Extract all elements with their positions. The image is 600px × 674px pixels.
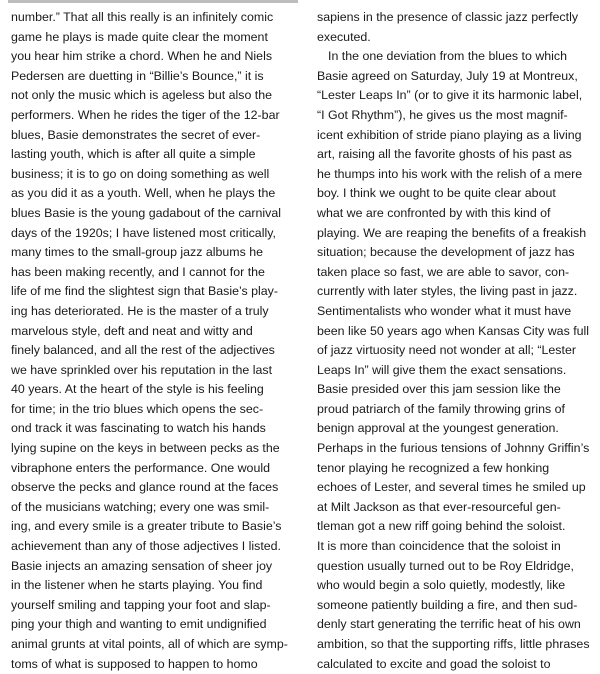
text-line: days of the 1920s; I have listened most critically, (11, 225, 276, 240)
text-line: we have sprinkled over his reputation in the last (11, 362, 273, 377)
text-line: boy. I think we ought to be quite clear about (317, 186, 556, 201)
text-line: who would begin a solo quietly, modestly, like (317, 578, 566, 593)
text-line: as you did it as a youth. Well, when he plays the (11, 186, 276, 201)
text-line: ing has deteriorated. He is the master of a truly (11, 303, 269, 318)
text-line: proud patriarch of the family throwing grins of (317, 401, 565, 416)
text-line: tleman got a new riff going behind the soloist. (317, 519, 566, 534)
text-line: of jazz virtuosity need not wonder at all; “Lester (317, 343, 576, 358)
text-line: in the listener when he starts playing. You find (11, 578, 263, 593)
text-line: has been making recently, and I cannot for the (11, 264, 265, 279)
text-line: he thumps into his work with the relish of a mere (317, 166, 583, 181)
text-line: calculated to excite and goad the soloist to (317, 656, 551, 671)
text-line: yourself smiling and tapping your foot and slap- (11, 597, 271, 612)
text-line: life of me find the slightest sign that Basie’s play- (11, 284, 278, 299)
text-line: tenor playing he recognized a few honking (317, 460, 550, 475)
text-line: business; it is to go on doing something as well (11, 166, 270, 181)
text-line: many times to the small-group jazz albums he (11, 245, 264, 260)
text-line: 40 years. At the heart of the style is his feeling (11, 382, 264, 397)
top-rule (8, 0, 298, 3)
text-line: question usually turned out to be Roy Eldridge, (317, 558, 574, 573)
right-column (317, 8, 597, 674)
text-line: ing, and every smile is a greater tribute to Basie’s (11, 519, 282, 534)
text-line: for time; in the trio blues which opens the sec- (11, 401, 264, 416)
text-line: “I Got Rhythm”), he gives us the most magnif- (317, 107, 568, 122)
text-line: art, raising all the favorite ghosts of his past as (317, 147, 572, 162)
text-line: someone patiently building a fire, and then sud- (317, 597, 578, 612)
text-line: ond track it was fascinating to watch his hands (11, 421, 266, 436)
text-line: you hear him strike a chord. When he and Niels (11, 49, 273, 64)
text-line: achievement than any of those adjectives I listed. (11, 539, 281, 554)
text-line: what we are confronted by with this kind of (317, 205, 551, 220)
text-line: number.” That all this really is an infinitely comic (11, 10, 274, 24)
text-line: denly start generating the terrific heat of his own (317, 617, 581, 632)
text-line: echoes of Lester, and several times he smiled up (317, 480, 586, 495)
text-line: Pedersen are duetting in “Billie’s Bounce,” it is (11, 68, 264, 83)
left-column (11, 8, 293, 674)
text-line: ping your thigh and wanting to emit undignified (11, 617, 267, 632)
text-line: performers. When he rides the tiger of the 12-bar (11, 107, 280, 122)
text-line: Sentimentalists who wonder what it must have (317, 303, 572, 318)
text-line: at Milt Jackson as that ever-resourceful gen- (317, 499, 561, 514)
text-line: game he plays is made quite clear the moment (11, 29, 268, 44)
text-line: icent exhibition of stride piano playing as a living (317, 127, 582, 142)
text-line: been like 50 years ago when Kansas City was full (317, 323, 590, 338)
text-line: ambition, so that the supporting riffs, little phrases (317, 637, 590, 651)
text-line: sapiens in the presence of classic jazz perfectly (317, 10, 579, 24)
paragraph-start-line: In the one deviation from the blues to which (328, 49, 568, 64)
text-line: Basie injects an amazing sensation of sheer joy (11, 558, 273, 573)
text-line: vibraphone enters the performance. One would (11, 460, 270, 475)
text-line: blues Basie is the young gadabout of the carnival (11, 205, 282, 220)
text-line: Leaps In” will give them the exact sensations. (317, 362, 567, 377)
text-line: benign approval at the youngest generation. (317, 421, 559, 436)
text-line: Basie agreed on Saturday, July 19 at Montreux, (317, 68, 578, 83)
text-line: marvelous style, deft and neat and witty and (11, 323, 253, 338)
text-line: executed. (317, 29, 371, 44)
text-line: It is more than coincidence that the soloist in (317, 539, 561, 554)
text-line: situation; because the development of jazz has (317, 245, 575, 260)
text-line: lying supine on the keys in between pecks as the (11, 441, 280, 456)
text-line: animal grunts at vital points, all of which are symp- (11, 637, 288, 651)
text-line: finely balanced, and all the rest of the adjectives (11, 343, 275, 358)
text-line: blues, Basie demonstrates the secret of ever- (11, 127, 261, 142)
text-line: taken place so fast, we are able to savor, con- (317, 264, 570, 279)
text-line: playing. We are reaping the benefits of a freakish (317, 225, 587, 240)
text-line: toms of what is supposed to happen to homo (11, 656, 258, 671)
text-line: observe the pecks and glance round at the faces (11, 480, 279, 495)
text-line: not only the music which is ageless but also the (11, 88, 273, 103)
text-line: Perhaps in the furious tensions of Johnny Griffin’s (317, 441, 590, 456)
text-line: lasting youth, which is after all quite a simple (11, 147, 256, 162)
text-line: Basie presided over this jam session like the (317, 382, 561, 397)
text-line: of the musicians watching; every one was smil- (11, 499, 270, 514)
text-line: “Lester Leaps In” (or to give it its harmonic label, (317, 88, 583, 103)
text-line: currently with later styles, the living past in jazz. (317, 284, 578, 299)
